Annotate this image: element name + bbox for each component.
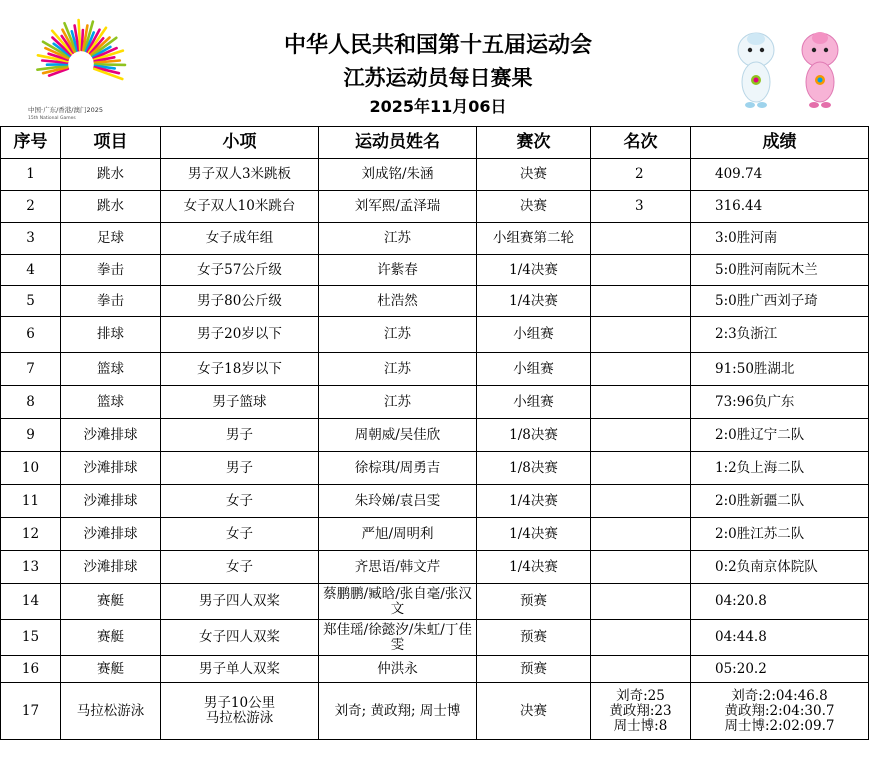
cell-no: 7 <box>1 353 61 386</box>
cell-rank <box>591 286 691 317</box>
cell-rank <box>591 452 691 485</box>
cell-round: 预赛 <box>477 584 591 620</box>
cell-result: 2:3负浙江 <box>691 317 869 353</box>
cell-no: 15 <box>1 620 61 656</box>
cell-round: 1/4决赛 <box>477 518 591 551</box>
cell-rank <box>591 656 691 683</box>
cell-event: 男子双人3米跳板 <box>161 159 319 191</box>
cell-rank-line: 黄政翔:23 <box>609 702 672 719</box>
cell-athlete: 杜浩然 <box>319 286 477 317</box>
cell-result-line: 刘奇:2:04:46.8 <box>731 687 828 704</box>
games-logo <box>26 14 136 122</box>
cell-no: 14 <box>1 584 61 620</box>
table-row <box>1 386 869 419</box>
cell-round: 1/4决赛 <box>477 286 591 317</box>
cell-event: 男子篮球 <box>161 386 319 419</box>
table-row <box>1 620 869 656</box>
table-row <box>1 353 869 386</box>
cell-event: 女子 <box>161 518 319 551</box>
cell-rank <box>591 485 691 518</box>
cell-athlete: 蔡鹏鹏/臧晗/张自毫/张汉文 <box>319 584 477 620</box>
cell-round: 决赛 <box>477 683 591 740</box>
cell-event: 男子单人双桨 <box>161 656 319 683</box>
cell-result: 04:44.8 <box>691 620 869 656</box>
cell-event: 男子20岁以下 <box>161 317 319 353</box>
cell-event: 男子 <box>161 419 319 452</box>
cell-athlete: 仲洪永 <box>319 656 477 683</box>
title-line-1: 中华人民共和国第十五届运动会 <box>283 33 592 58</box>
cell-rank: 3 <box>591 191 691 223</box>
cell-sport: 沙滩排球 <box>61 452 161 485</box>
cell-event: 女子双人10米跳台 <box>161 191 319 223</box>
cell-event: 女子成年组 <box>161 223 319 255</box>
cell-sport: 跳水 <box>61 191 161 223</box>
col-header-event: 小项 <box>161 127 319 159</box>
cell-athlete: 朱玲娣/袁吕雯 <box>319 485 477 518</box>
cell-result: 2:0胜江苏二队 <box>691 518 869 551</box>
col-header-no: 序号 <box>1 127 61 159</box>
cell-no: 6 <box>1 317 61 353</box>
table-row <box>1 191 869 223</box>
cell-sport: 排球 <box>61 317 161 353</box>
cell-result: 2:0胜辽宁二队 <box>691 419 869 452</box>
cell-sport: 篮球 <box>61 386 161 419</box>
cell-no: 2 <box>1 191 61 223</box>
cell-athlete: 江苏 <box>319 317 477 353</box>
cell-round: 1/4决赛 <box>477 551 591 584</box>
report-header <box>0 0 876 126</box>
table-row <box>1 255 869 286</box>
cell-result: 409.74 <box>691 159 869 191</box>
cell-event: 男子四人双桨 <box>161 584 319 620</box>
cell-athlete: 徐棕琪/周勇吉 <box>319 452 477 485</box>
cell-sport: 拳击 <box>61 255 161 286</box>
cell-rank <box>591 584 691 620</box>
cell-event: 男子80公斤级 <box>161 286 319 317</box>
svg-text:15th National Games: 15th National Games <box>28 116 76 121</box>
cell-round: 决赛 <box>477 191 591 223</box>
cell-no: 13 <box>1 551 61 584</box>
cell-athlete: 江苏 <box>319 353 477 386</box>
cell-result: 5:0胜广西刘子琦 <box>691 286 869 317</box>
cell-no: 10 <box>1 452 61 485</box>
cell-sport: 赛艇 <box>61 620 161 656</box>
cell-sport: 沙滩排球 <box>61 518 161 551</box>
table-row <box>1 286 869 317</box>
cell-athlete: 江苏 <box>319 223 477 255</box>
cell-result: 3:0胜河南 <box>691 223 869 255</box>
cell-sport: 足球 <box>61 223 161 255</box>
cell-rank <box>591 353 691 386</box>
table-row <box>1 485 869 518</box>
cell-event: 女子四人双桨 <box>161 620 319 656</box>
cell-sport: 赛艇 <box>61 584 161 620</box>
cell-rank: 2 <box>591 159 691 191</box>
cell-round: 1/8决赛 <box>477 419 591 452</box>
cell-athlete: 刘成铭/朱涵 <box>319 159 477 191</box>
cell-result: 5:0胜河南阮木兰 <box>691 255 869 286</box>
table-row <box>1 584 869 620</box>
col-header-athlete: 运动员姓名 <box>319 127 477 159</box>
cell-event-line: 马拉松游泳 <box>205 710 274 726</box>
cell-athlete: 刘军熙/孟泽瑞 <box>319 191 477 223</box>
cell-round: 小组赛 <box>477 353 591 386</box>
cell-event-line: 男子10公里 <box>203 695 276 711</box>
cell-rank <box>591 317 691 353</box>
cell-no: 3 <box>1 223 61 255</box>
cell-event: 女子18岁以下 <box>161 353 319 386</box>
report-date: 2025年11月06日 <box>369 97 507 116</box>
results-table <box>0 126 869 740</box>
cell-round: 决赛 <box>477 159 591 191</box>
cell-athlete: 齐思语/韩文芹 <box>319 551 477 584</box>
table-row <box>1 452 869 485</box>
cell-athlete: 刘奇; 黄政翔; 周士博 <box>319 683 477 740</box>
cell-no: 12 <box>1 518 61 551</box>
cell-rank <box>591 551 691 584</box>
cell-rank <box>591 419 691 452</box>
cell-event: 女子 <box>161 485 319 518</box>
col-header-sport: 项目 <box>61 127 161 159</box>
cell-rank <box>591 518 691 551</box>
cell-rank <box>591 255 691 286</box>
cell-no: 16 <box>1 656 61 683</box>
cell-athlete: 江苏 <box>319 386 477 419</box>
table-row <box>1 656 869 683</box>
cell-rank-line: 周士博:8 <box>613 717 668 734</box>
cell-sport: 沙滩排球 <box>61 551 161 584</box>
cell-result: 2:0胜新疆二队 <box>691 485 869 518</box>
cell-rank <box>591 386 691 419</box>
cell-round: 1/4决赛 <box>477 255 591 286</box>
cell-result-line: 周士博:2:02:09.7 <box>724 717 835 734</box>
cell-no: 1 <box>1 159 61 191</box>
cell-rank <box>591 223 691 255</box>
cell-sport: 拳击 <box>61 286 161 317</box>
cell-result: 04:20.8 <box>691 584 869 620</box>
cell-event: 女子 <box>161 551 319 584</box>
cell-round: 1/8决赛 <box>477 452 591 485</box>
logo-ray <box>95 64 125 65</box>
table-row <box>1 159 869 191</box>
logo-ray <box>79 20 81 50</box>
cell-athlete: 严旭/周明利 <box>319 518 477 551</box>
cell-event: 男子 <box>161 452 319 485</box>
cell-rank <box>591 683 691 740</box>
cell-round: 小组赛 <box>477 386 591 419</box>
cell-no: 17 <box>1 683 61 740</box>
cell-result: 05:20.2 <box>691 656 869 683</box>
cell-no: 11 <box>1 485 61 518</box>
cell-athlete: 许紫春 <box>319 255 477 286</box>
table-row <box>1 551 869 584</box>
cell-event: 女子57公斤级 <box>161 255 319 286</box>
cell-sport: 沙滩排球 <box>61 419 161 452</box>
cell-round: 预赛 <box>477 620 591 656</box>
table-row <box>1 683 869 740</box>
title-line-2: 江苏运动员每日赛果 <box>343 66 533 90</box>
table-header-row <box>1 127 869 159</box>
cell-result: 0:2负南京体院队 <box>691 551 869 584</box>
cell-sport: 赛艇 <box>61 656 161 683</box>
table-row <box>1 419 869 452</box>
cell-result <box>691 683 869 740</box>
cell-round: 1/4决赛 <box>477 485 591 518</box>
cell-rank-line: 刘奇:25 <box>616 687 665 704</box>
cell-round: 预赛 <box>477 656 591 683</box>
col-header-result: 成绩 <box>691 127 869 159</box>
cell-rank <box>591 620 691 656</box>
table-row <box>1 317 869 353</box>
col-header-rank: 名次 <box>591 127 691 159</box>
cell-no: 9 <box>1 419 61 452</box>
cell-round: 小组赛 <box>477 317 591 353</box>
cell-round: 小组赛第二轮 <box>477 223 591 255</box>
cell-event <box>161 683 319 740</box>
cell-sport: 沙滩排球 <box>61 485 161 518</box>
table-row <box>1 223 869 255</box>
cell-athlete: 郑佳瑶/徐懿汐/朱虹/丁佳雯 <box>319 620 477 656</box>
cell-no: 8 <box>1 386 61 419</box>
cell-sport: 篮球 <box>61 353 161 386</box>
cell-result-line: 黄政翔:2:04:30.7 <box>724 702 835 719</box>
cell-result: 1:2负上海二队 <box>691 452 869 485</box>
cell-athlete: 周朝威/吴佳欣 <box>319 419 477 452</box>
mascots-image <box>724 22 854 110</box>
col-header-round: 赛次 <box>477 127 591 159</box>
cell-no: 4 <box>1 255 61 286</box>
cell-result: 316.44 <box>691 191 869 223</box>
svg-text:中国·广东/香港/澳门2025: 中国·广东/香港/澳门2025 <box>28 106 103 114</box>
cell-sport: 跳水 <box>61 159 161 191</box>
table-row <box>1 518 869 551</box>
cell-sport: 马拉松游泳 <box>61 683 161 740</box>
cell-result: 91:50胜湖北 <box>691 353 869 386</box>
cell-result: 73:96负广东 <box>691 386 869 419</box>
cell-no: 5 <box>1 286 61 317</box>
